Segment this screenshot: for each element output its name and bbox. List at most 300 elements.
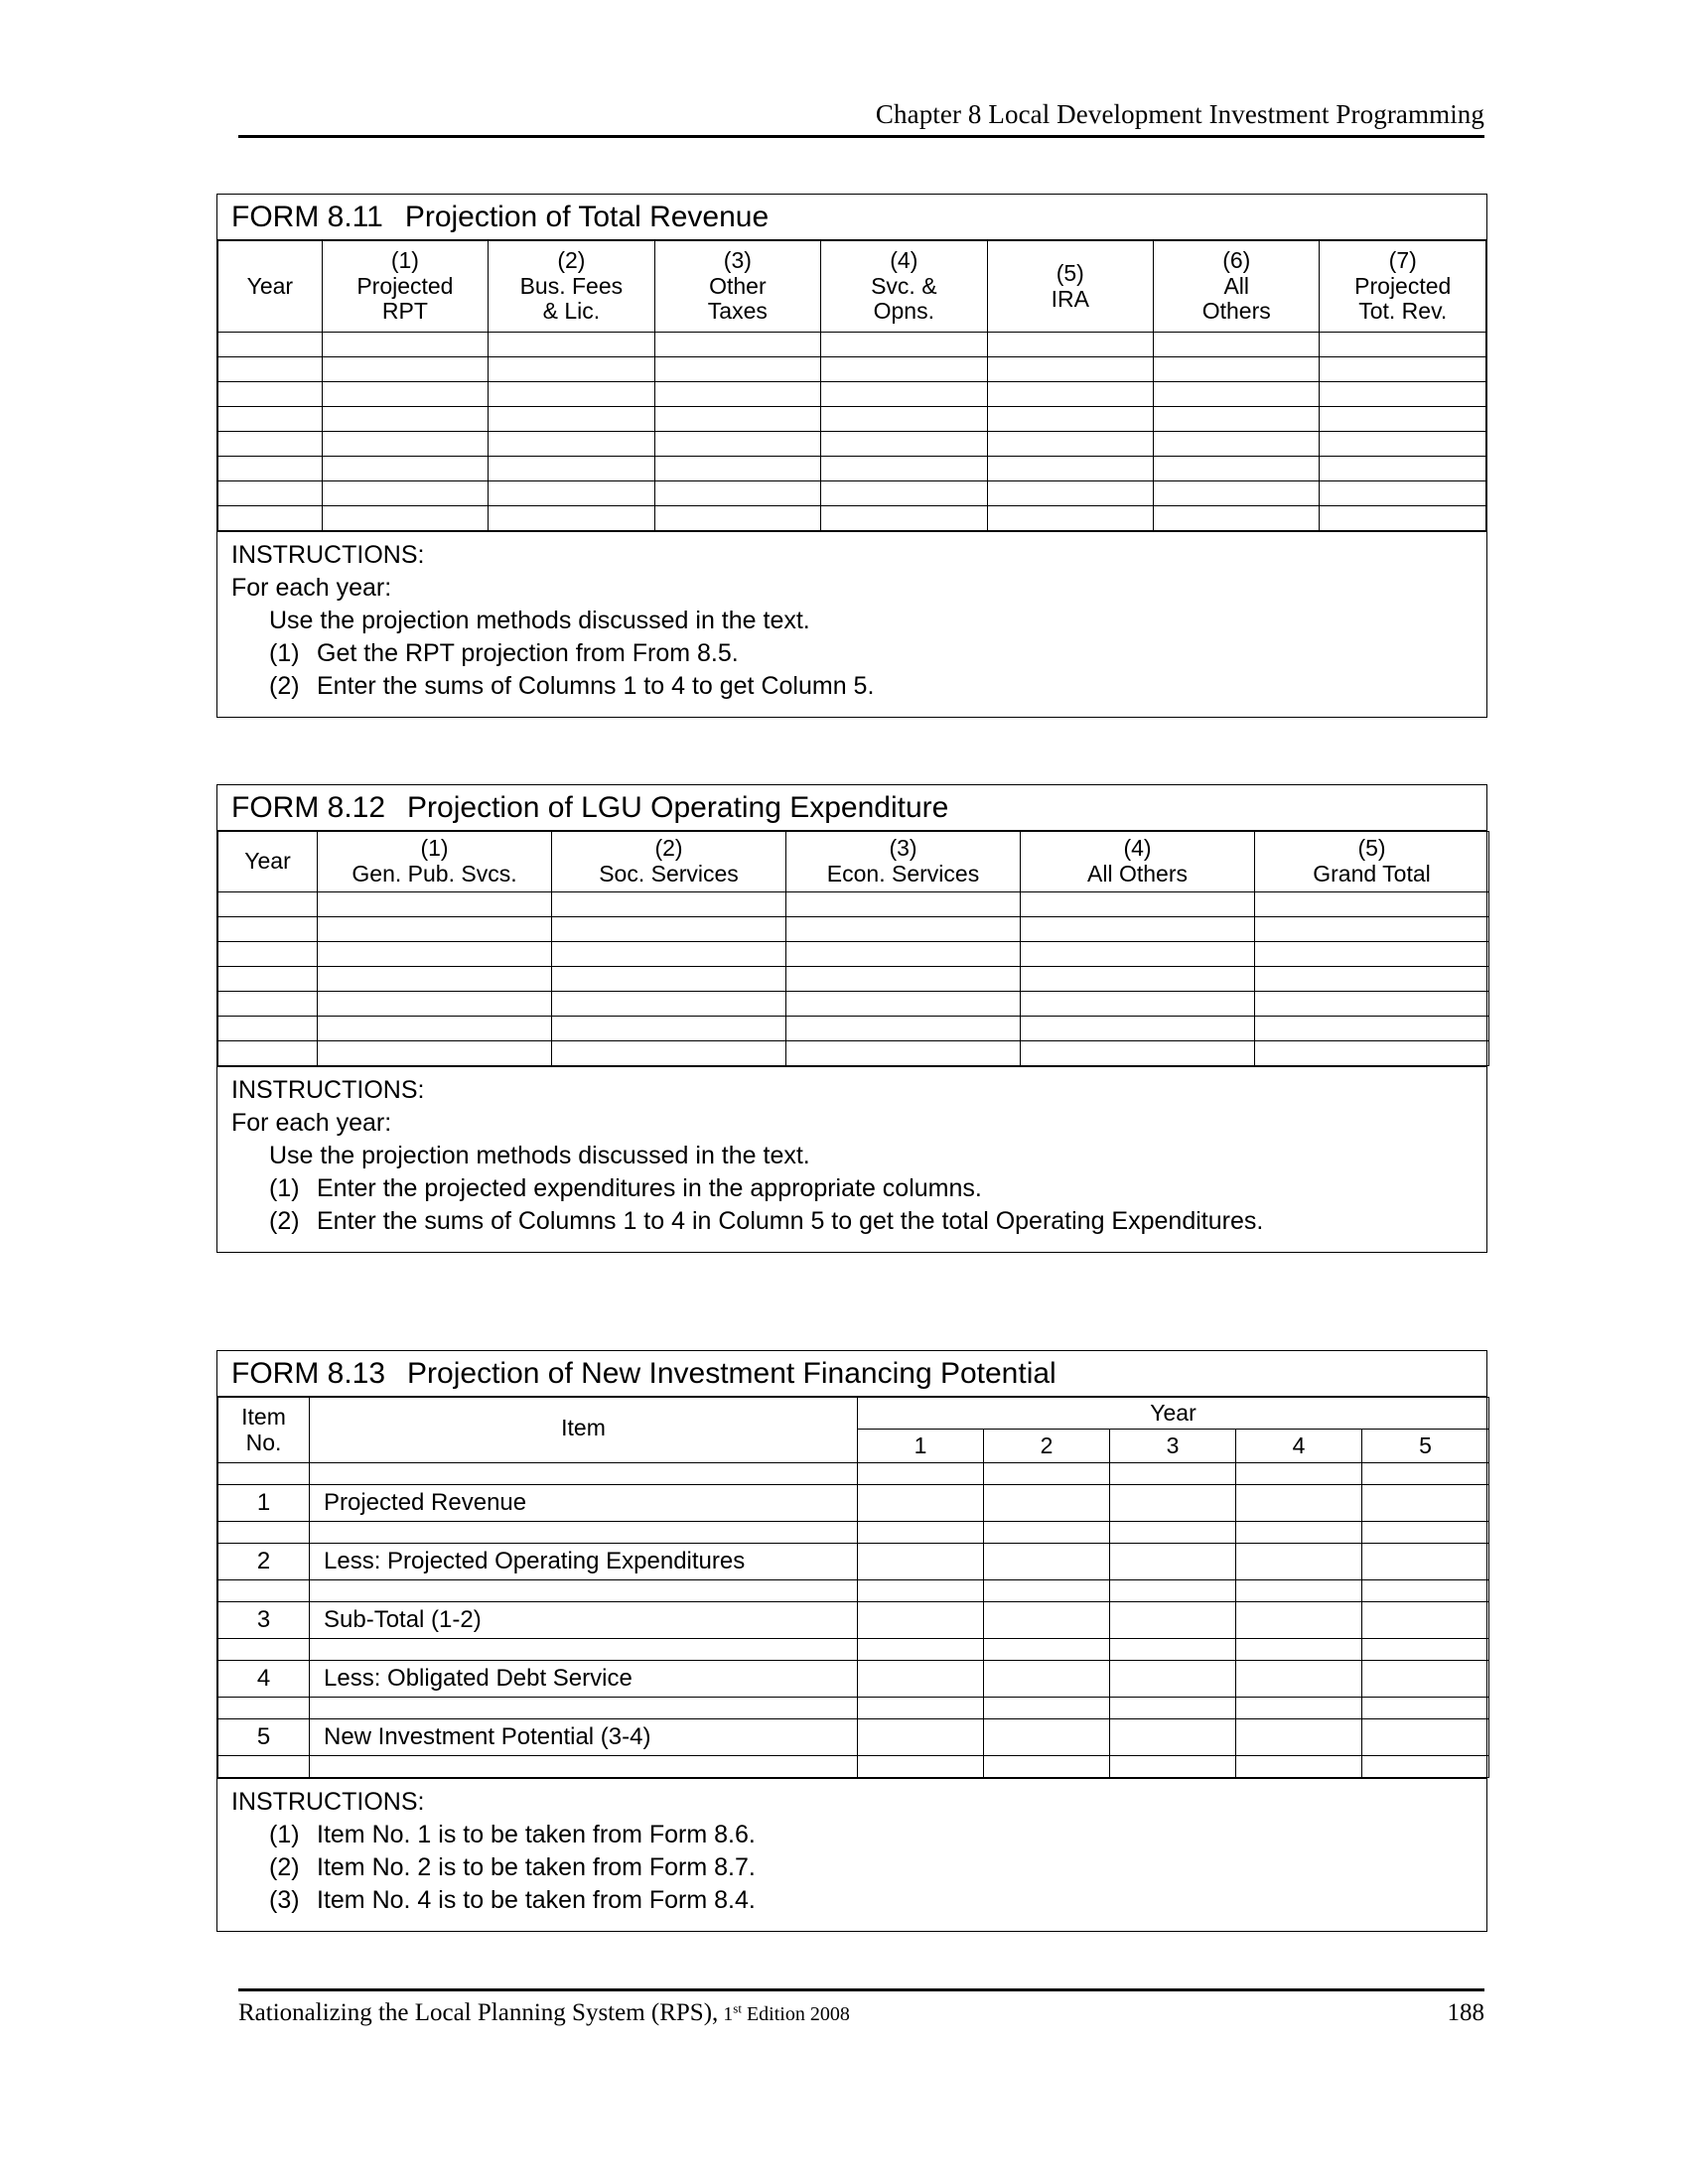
cell-c2[interactable] [552, 966, 786, 991]
table-row[interactable] [218, 1756, 1489, 1778]
footer-book-title [238, 1999, 850, 2027]
item-no-label-1: Item [241, 1403, 286, 1430]
cell-y3[interactable] [1110, 1522, 1236, 1544]
cell-c7[interactable] [1320, 382, 1486, 407]
table-row[interactable] [218, 457, 1486, 481]
cell-y2[interactable] [984, 1602, 1110, 1639]
cell-item-no: 3 [218, 1602, 310, 1639]
instructions-heading: INSTRUCTIONS: [231, 541, 425, 569]
cell-item-label [310, 1756, 858, 1778]
cell-item-label [310, 1463, 858, 1485]
cell-year[interactable] [218, 357, 323, 382]
form-8-11-title-text: Projection of Total Revenue [404, 201, 770, 233]
instruction-line [231, 1884, 1486, 1917]
table-row[interactable] [218, 1719, 1489, 1756]
form-8-13-number: FORM 8.13 [231, 1357, 386, 1390]
cell-item-no [218, 1580, 310, 1602]
table-row[interactable] [218, 1463, 1489, 1485]
column-header-year [218, 241, 323, 333]
cell-c3[interactable] [654, 357, 820, 382]
table-row[interactable] [218, 432, 1486, 457]
table-row[interactable] [218, 1580, 1489, 1602]
cell-c2[interactable] [489, 506, 654, 531]
col-label-2: Others [1201, 298, 1271, 325]
cell-c6[interactable] [1154, 357, 1320, 382]
edition-year: Edition 2008 [741, 2003, 850, 2025]
instruction-marker: (1) [269, 1173, 300, 1202]
column-header-soc-services [552, 832, 786, 892]
col-label-2: All Others [1087, 860, 1188, 887]
cell-c4[interactable] [1021, 1016, 1255, 1040]
edition-ordinal-suffix: st [733, 2000, 742, 2016]
cell-y4[interactable] [1236, 1698, 1362, 1719]
col-label-2: Econ. Services [826, 860, 980, 887]
cell-year[interactable] [218, 457, 323, 481]
cell-c4[interactable] [821, 432, 987, 457]
cell-y1[interactable] [858, 1698, 984, 1719]
form-8-13-body [218, 1463, 1489, 1778]
cell-c2[interactable] [489, 457, 654, 481]
column-header-svc-opns [821, 241, 987, 333]
cell-c5[interactable] [1255, 916, 1489, 941]
cell-c1[interactable] [322, 357, 488, 382]
cell-y3[interactable] [1110, 1698, 1236, 1719]
cell-year[interactable] [218, 407, 323, 432]
form-8-12-number: FORM 8.12 [231, 791, 386, 824]
cell-y1[interactable] [858, 1463, 984, 1485]
instruction-marker: (1) [269, 1821, 300, 1848]
cell-c2[interactable] [552, 1040, 786, 1065]
table-row[interactable] [218, 1522, 1489, 1544]
col-num: (5) [1055, 259, 1084, 286]
cell-y1[interactable] [858, 1639, 984, 1661]
footer-divider-rule [238, 1988, 1484, 1991]
form-8-11-title [217, 195, 1486, 240]
cell-y2[interactable] [984, 1756, 1110, 1778]
table-row[interactable] [218, 407, 1486, 432]
table-row[interactable] [218, 382, 1486, 407]
instructions-heading: INSTRUCTIONS: [231, 1788, 425, 1816]
form-8-11-table [217, 240, 1486, 531]
cell-c1[interactable] [318, 1016, 552, 1040]
cell-c4[interactable] [821, 407, 987, 432]
cell-c4[interactable] [821, 481, 987, 506]
cell-item-label: New Investment Potential (3-4) [310, 1719, 858, 1756]
cell-c1[interactable] [322, 407, 488, 432]
table-row[interactable] [218, 1016, 1489, 1040]
table-row[interactable] [218, 1661, 1489, 1698]
form-8-13-title-text: Projection of New Investment Financing Potential [407, 1357, 1056, 1390]
instruction-line: For each year: [231, 1108, 392, 1137]
cell-year[interactable] [218, 916, 318, 941]
cell-y5[interactable] [1362, 1544, 1489, 1580]
cell-c1[interactable] [322, 333, 488, 357]
cell-c4[interactable] [821, 357, 987, 382]
cell-y3[interactable] [1110, 1661, 1236, 1698]
col-label-2: Grand Total [1313, 860, 1431, 887]
cell-item-no [218, 1756, 310, 1778]
col-num: (5) [1357, 835, 1386, 861]
column-header-year-3: 3 [1110, 1430, 1236, 1463]
cell-y1[interactable] [858, 1602, 984, 1639]
cell-y3[interactable] [1110, 1639, 1236, 1661]
col-num: (4) [890, 246, 918, 273]
cell-y3[interactable] [1110, 1756, 1236, 1778]
form-8-13-title [217, 1351, 1486, 1397]
cell-c7[interactable] [1320, 407, 1486, 432]
cell-y2[interactable] [984, 1661, 1110, 1698]
instruction-line [231, 1205, 1486, 1238]
col-label-1: Projected [1354, 272, 1452, 299]
cell-c3[interactable] [786, 1040, 1021, 1065]
cell-item-no [218, 1463, 310, 1485]
cell-y5[interactable] [1362, 1463, 1489, 1485]
cell-y3[interactable] [1110, 1719, 1236, 1756]
table-row[interactable] [218, 1602, 1489, 1639]
instruction-text: Item No. 2 is to be taken from Form 8.7. [317, 1853, 756, 1881]
cell-year[interactable] [218, 991, 318, 1016]
col-num: (2) [654, 835, 683, 861]
form-8-12-body [218, 891, 1489, 1065]
cell-year[interactable] [218, 432, 323, 457]
table-row[interactable] [218, 481, 1486, 506]
cell-c5[interactable] [1255, 1016, 1489, 1040]
cell-c2[interactable] [552, 941, 786, 966]
form-8-11-body [218, 333, 1486, 531]
cell-c6[interactable] [1154, 481, 1320, 506]
cell-c3[interactable] [786, 1016, 1021, 1040]
instruction-marker: (2) [269, 672, 300, 700]
column-header-all-others [1021, 832, 1255, 892]
form-8-12-box [216, 784, 1487, 1253]
cell-y2[interactable] [984, 1719, 1110, 1756]
instruction-marker: (2) [269, 1206, 300, 1235]
cell-c4[interactable] [1021, 941, 1255, 966]
instruction-text: Enter the projected expenditures in the appropriate columns. [317, 1173, 982, 1202]
cell-item-label: Less: Projected Operating Expenditures [310, 1544, 858, 1580]
cell-y3[interactable] [1110, 1463, 1236, 1485]
table-row[interactable] [218, 966, 1489, 991]
cell-c4[interactable] [1021, 891, 1255, 916]
cell-c1[interactable] [322, 481, 488, 506]
col-label-2: Opns. [873, 298, 934, 325]
form-8-13-header-row-1 [218, 1398, 1489, 1430]
cell-y5[interactable] [1362, 1661, 1489, 1698]
cell-c1[interactable] [318, 891, 552, 916]
instruction-line: Use the projection methods discussed in the text. [269, 1141, 810, 1169]
cell-c5[interactable] [1255, 991, 1489, 1016]
cell-c5[interactable] [987, 457, 1153, 481]
table-row[interactable] [218, 991, 1489, 1016]
column-header-item-no [218, 1398, 310, 1463]
cell-y4[interactable] [1236, 1522, 1362, 1544]
cell-year[interactable] [218, 891, 318, 916]
form-8-11-instructions [217, 531, 1486, 717]
cell-y2[interactable] [984, 1463, 1110, 1485]
footer-edition [718, 2000, 850, 2025]
cell-c4[interactable] [821, 457, 987, 481]
col-label-1: Bus. Fees [519, 272, 624, 299]
column-header-econ-services [786, 832, 1021, 892]
cell-c7[interactable] [1320, 481, 1486, 506]
form-8-12-header-row [218, 832, 1489, 892]
cell-year[interactable] [218, 941, 318, 966]
instruction-text: Get the RPT projection from From 8.5. [317, 639, 739, 667]
cell-y4[interactable] [1236, 1463, 1362, 1485]
cell-item-label [310, 1522, 858, 1544]
cell-c4[interactable] [1021, 966, 1255, 991]
cell-c2[interactable] [489, 382, 654, 407]
cell-y1[interactable] [858, 1522, 984, 1544]
cell-y1[interactable] [858, 1719, 984, 1756]
form-8-13-table [217, 1397, 1489, 1778]
col-num: (1) [420, 835, 449, 861]
cell-y2[interactable] [984, 1698, 1110, 1719]
cell-c3[interactable] [654, 333, 820, 357]
form-8-11-header-row [218, 241, 1486, 333]
col-num: (3) [723, 246, 752, 273]
col-num: (6) [1222, 246, 1251, 273]
cell-c6[interactable] [1154, 457, 1320, 481]
cell-y4[interactable] [1236, 1719, 1362, 1756]
cell-y3[interactable] [1110, 1544, 1236, 1580]
column-header-gen-pub-svcs [318, 832, 552, 892]
col-label-2: IRA [1051, 285, 1089, 312]
cell-c5[interactable] [987, 407, 1153, 432]
cell-c1[interactable] [318, 1040, 552, 1065]
cell-y5[interactable] [1362, 1698, 1489, 1719]
cell-item-label [310, 1580, 858, 1602]
column-header-ira [987, 241, 1153, 333]
cell-c7[interactable] [1320, 432, 1486, 457]
table-row[interactable] [218, 1485, 1489, 1522]
column-header-year-1: 1 [858, 1430, 984, 1463]
cell-c3[interactable] [654, 382, 820, 407]
col-num: (2) [557, 246, 586, 273]
cell-c6[interactable] [1154, 506, 1320, 531]
column-header-bus-fees-lic [489, 241, 654, 333]
header-divider-rule [238, 135, 1484, 138]
form-8-12-title-text: Projection of LGU Operating Expenditure [407, 791, 949, 824]
table-row[interactable] [218, 891, 1489, 916]
table-row[interactable] [218, 916, 1489, 941]
col-label-2: Gen. Pub. Svcs. [352, 860, 517, 887]
cell-y1[interactable] [858, 1756, 984, 1778]
cell-y5[interactable] [1362, 1580, 1489, 1602]
instruction-line [231, 1851, 1486, 1884]
page-header-title: Chapter 8 Local Development Investment Programming [875, 99, 1484, 129]
cell-y5[interactable] [1362, 1485, 1489, 1522]
cell-item-label: Sub-Total (1-2) [310, 1602, 858, 1639]
cell-c3[interactable] [654, 407, 820, 432]
cell-c5[interactable] [987, 481, 1153, 506]
cell-c5[interactable] [1255, 1040, 1489, 1065]
cell-c1[interactable] [318, 916, 552, 941]
cell-c5[interactable] [987, 357, 1153, 382]
cell-y1[interactable] [858, 1580, 984, 1602]
cell-y2[interactable] [984, 1580, 1110, 1602]
cell-c7[interactable] [1320, 357, 1486, 382]
cell-item-no: 1 [218, 1485, 310, 1522]
cell-item-label: Projected Revenue [310, 1485, 858, 1522]
cell-c1[interactable] [322, 382, 488, 407]
cell-c5[interactable] [987, 506, 1153, 531]
instruction-text: Enter the sums of Columns 1 to 4 to get Column 5. [317, 672, 875, 700]
column-header-projected-rpt [322, 241, 488, 333]
column-header-year-5: 5 [1362, 1430, 1489, 1463]
cell-c3[interactable] [786, 966, 1021, 991]
cell-c1[interactable] [318, 966, 552, 991]
cell-item-no [218, 1698, 310, 1719]
col-label-2: Soc. Services [599, 860, 739, 887]
instructions-heading: INSTRUCTIONS: [231, 1075, 425, 1104]
cell-y3[interactable] [1110, 1580, 1236, 1602]
cell-c2[interactable] [489, 432, 654, 457]
cell-c2[interactable] [552, 916, 786, 941]
column-header-other-taxes [654, 241, 820, 333]
cell-y1[interactable] [858, 1544, 984, 1580]
cell-c1[interactable] [318, 941, 552, 966]
cell-c5[interactable] [1255, 966, 1489, 991]
cell-y4[interactable] [1236, 1756, 1362, 1778]
cell-year[interactable] [218, 506, 323, 531]
cell-y2[interactable] [984, 1485, 1110, 1522]
cell-c1[interactable] [322, 457, 488, 481]
cell-c5[interactable] [987, 382, 1153, 407]
cell-y1[interactable] [858, 1661, 984, 1698]
cell-y4[interactable] [1236, 1661, 1362, 1698]
table-row[interactable] [218, 357, 1486, 382]
table-row[interactable] [218, 1040, 1489, 1065]
cell-c6[interactable] [1154, 432, 1320, 457]
cell-c2[interactable] [489, 407, 654, 432]
cell-c6[interactable] [1154, 333, 1320, 357]
table-row[interactable] [218, 1544, 1489, 1580]
cell-c4[interactable] [821, 333, 987, 357]
cell-c3[interactable] [654, 457, 820, 481]
cell-item-label [310, 1639, 858, 1661]
cell-c2[interactable] [552, 991, 786, 1016]
cell-c2[interactable] [552, 1016, 786, 1040]
cell-c5[interactable] [987, 432, 1153, 457]
cell-item-no: 2 [218, 1544, 310, 1580]
table-row[interactable] [218, 1698, 1489, 1719]
cell-c4[interactable] [1021, 991, 1255, 1016]
cell-y4[interactable] [1236, 1485, 1362, 1522]
cell-c2[interactable] [489, 333, 654, 357]
cell-y2[interactable] [984, 1639, 1110, 1661]
cell-c5[interactable] [1255, 891, 1489, 916]
cell-y3[interactable] [1110, 1602, 1236, 1639]
cell-c4[interactable] [1021, 916, 1255, 941]
cell-year[interactable] [218, 333, 323, 357]
instruction-line: For each year: [231, 574, 392, 602]
form-8-11-box [216, 194, 1487, 718]
cell-c7[interactable] [1320, 506, 1486, 531]
column-header-year-group: Year [858, 1398, 1489, 1430]
table-row[interactable] [218, 1639, 1489, 1661]
col-label-1: Year [244, 847, 291, 874]
cell-y2[interactable] [984, 1522, 1110, 1544]
footer-page-number: 188 [1447, 1999, 1484, 2026]
cell-y5[interactable] [1362, 1719, 1489, 1756]
cell-c3[interactable] [654, 432, 820, 457]
cell-y4[interactable] [1236, 1580, 1362, 1602]
instruction-line [231, 1172, 1486, 1205]
cell-item-no [218, 1639, 310, 1661]
cell-c1[interactable] [322, 432, 488, 457]
cell-c7[interactable] [1320, 457, 1486, 481]
cell-y2[interactable] [984, 1544, 1110, 1580]
column-header-year [218, 832, 318, 892]
cell-y5[interactable] [1362, 1756, 1489, 1778]
cell-y1[interactable] [858, 1485, 984, 1522]
cell-year[interactable] [218, 966, 318, 991]
cell-c6[interactable] [1154, 407, 1320, 432]
cell-y5[interactable] [1362, 1522, 1489, 1544]
edition-number: 1 [723, 2003, 734, 2025]
col-label-2: RPT [381, 298, 428, 325]
cell-c4[interactable] [821, 382, 987, 407]
cell-c3[interactable] [786, 891, 1021, 916]
column-header-item: Item [310, 1398, 858, 1463]
cell-c3[interactable] [786, 941, 1021, 966]
form-8-12-title [217, 785, 1486, 831]
cell-y5[interactable] [1362, 1602, 1489, 1639]
instruction-marker: (1) [269, 639, 300, 667]
cell-c5[interactable] [987, 333, 1153, 357]
cell-y4[interactable] [1236, 1602, 1362, 1639]
instruction-marker: (3) [269, 1886, 300, 1914]
cell-c4[interactable] [1021, 1040, 1255, 1065]
cell-year[interactable] [218, 481, 323, 506]
cell-y3[interactable] [1110, 1485, 1236, 1522]
cell-item-no: 5 [218, 1719, 310, 1756]
table-row[interactable] [218, 506, 1486, 531]
cell-y5[interactable] [1362, 1639, 1489, 1661]
col-label-2: Taxes [707, 298, 768, 325]
cell-c2[interactable] [489, 481, 654, 506]
cell-y4[interactable] [1236, 1544, 1362, 1580]
table-row[interactable] [218, 333, 1486, 357]
item-no-label-2: No. [245, 1429, 282, 1455]
table-row[interactable] [218, 941, 1489, 966]
instruction-line [231, 637, 1486, 670]
cell-c1[interactable] [318, 991, 552, 1016]
cell-year[interactable] [218, 1040, 318, 1065]
cell-item-label [310, 1698, 858, 1719]
form-8-13-box [216, 1350, 1487, 1932]
cell-c6[interactable] [1154, 382, 1320, 407]
cell-y4[interactable] [1236, 1639, 1362, 1661]
cell-c3[interactable] [654, 481, 820, 506]
cell-c7[interactable] [1320, 333, 1486, 357]
cell-c5[interactable] [1255, 941, 1489, 966]
cell-c3[interactable] [654, 506, 820, 531]
cell-c2[interactable] [552, 891, 786, 916]
cell-c1[interactable] [322, 506, 488, 531]
cell-c4[interactable] [821, 506, 987, 531]
form-8-11-number: FORM 8.11 [231, 201, 383, 233]
cell-c3[interactable] [786, 916, 1021, 941]
column-header-grand-total [1255, 832, 1489, 892]
instruction-line: Use the projection methods discussed in the text. [269, 607, 810, 634]
cell-c3[interactable] [786, 991, 1021, 1016]
cell-c2[interactable] [489, 357, 654, 382]
cell-year[interactable] [218, 382, 323, 407]
column-header-year-2: 2 [984, 1430, 1110, 1463]
cell-year[interactable] [218, 1016, 318, 1040]
